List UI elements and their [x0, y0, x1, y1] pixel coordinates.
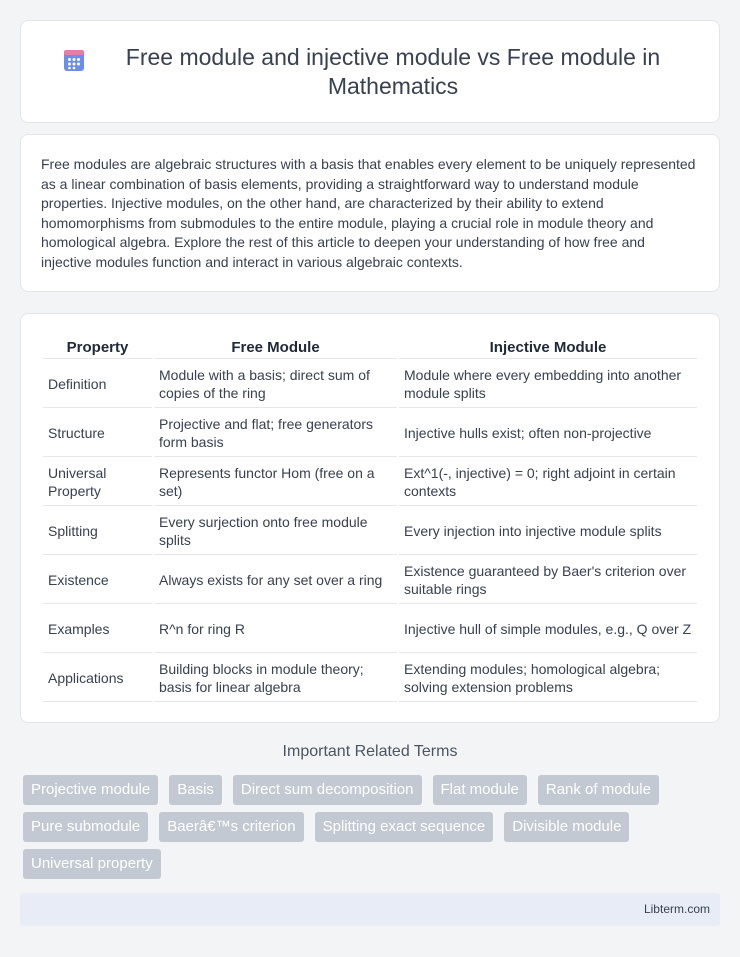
- table-header-row: [43, 336, 697, 359]
- tag-direct-sum-decomposition[interactable]: Direct sum decomposition: [233, 775, 422, 805]
- header-free-module: Free Module: [154, 336, 397, 359]
- table-row: [43, 508, 697, 555]
- tag-pure-submodule[interactable]: Pure submodule: [23, 812, 148, 842]
- page-title: Free module and injective module vs Free module in Mathematics: [125, 43, 661, 99]
- row-injective-module: Injective hull of simple modules, e.g., Q over Z: [399, 606, 697, 653]
- table-row: [43, 655, 697, 702]
- row-injective-module: Injective hulls exist; often non-projective: [399, 410, 697, 457]
- header-injective-module: Injective Module: [399, 336, 697, 359]
- tag-splitting-exact-sequence[interactable]: Splitting exact sequence: [315, 812, 494, 842]
- footer-site-link[interactable]: Libterm.com: [643, 902, 710, 916]
- tag-projective-module[interactable]: Projective module: [23, 775, 158, 805]
- row-free-module: Building blocks in module theory; basis for linear algebra: [154, 655, 397, 702]
- table-row: [43, 410, 697, 457]
- row-free-module: Module with a basis; direct sum of copies of the ring: [154, 361, 397, 408]
- row-injective-module: Extending modules; homological algebra; solving extension problems: [399, 655, 697, 702]
- tag-flat-module[interactable]: Flat module: [433, 775, 527, 805]
- tag-basis[interactable]: Basis: [169, 775, 222, 805]
- tag-divisible-module[interactable]: Divisible module: [504, 812, 629, 842]
- related-terms-title: Important Related Terms: [282, 743, 458, 760]
- row-free-module: Every surjection onto free module splits: [154, 508, 397, 555]
- title-card: [20, 20, 720, 123]
- comparison-table: [41, 334, 699, 704]
- row-free-module: R^n for ring R: [154, 606, 397, 653]
- row-property: Universal Property: [43, 459, 152, 506]
- row-injective-module: Every injection into injective module splits: [399, 508, 697, 555]
- row-property: Splitting: [43, 508, 152, 555]
- related-terms-tags: [20, 775, 720, 886]
- row-injective-module: Existence guaranteed by Baer's criterion over suitable rings: [399, 557, 697, 604]
- row-free-module: Always exists for any set over a ring: [154, 557, 397, 604]
- row-free-module: Projective and flat; free generators form basis: [154, 410, 397, 457]
- row-property: Applications: [43, 655, 152, 702]
- row-property: Existence: [43, 557, 152, 604]
- row-injective-module: Ext^1(-, injective) = 0; right adjoint in certain contexts: [399, 459, 697, 506]
- tag-rank-of-module[interactable]: Rank of module: [538, 775, 659, 805]
- table-row: [43, 459, 697, 506]
- table-row: [43, 606, 697, 653]
- title-wrap: [61, 43, 679, 101]
- table-row: [43, 557, 697, 604]
- document-grid-icon: [61, 47, 87, 73]
- comparison-table-card: [20, 313, 720, 723]
- table-row: [43, 361, 697, 408]
- footer: [20, 893, 720, 926]
- intro-paragraph: Free modules are algebraic structures with a basis that enables every element to be uniquely represented as a linear combination of basis elements, providing a straightforward way to understand module properties. Injective modules, on the other hand, are characterized by their ability to extend homomorphisms from submodules to the entire module, playing a crucial role in module theory and homological algebra. Explore the rest of this article to deepen your understanding of how free and injective modules function and interact in various algebraic contexts.: [41, 156, 696, 270]
- row-free-module: Represents functor Hom (free on a set): [154, 459, 397, 506]
- header-property: Property: [43, 336, 152, 359]
- row-property: Structure: [43, 410, 152, 457]
- row-injective-module: Module where every embedding into another module splits: [399, 361, 697, 408]
- intro-card: [20, 134, 720, 292]
- tag-baers-criterion[interactable]: Baerâ€™s criterion: [159, 812, 303, 842]
- tag-universal-property[interactable]: Universal property: [23, 849, 161, 879]
- row-property: Definition: [43, 361, 152, 408]
- row-property: Examples: [43, 606, 152, 653]
